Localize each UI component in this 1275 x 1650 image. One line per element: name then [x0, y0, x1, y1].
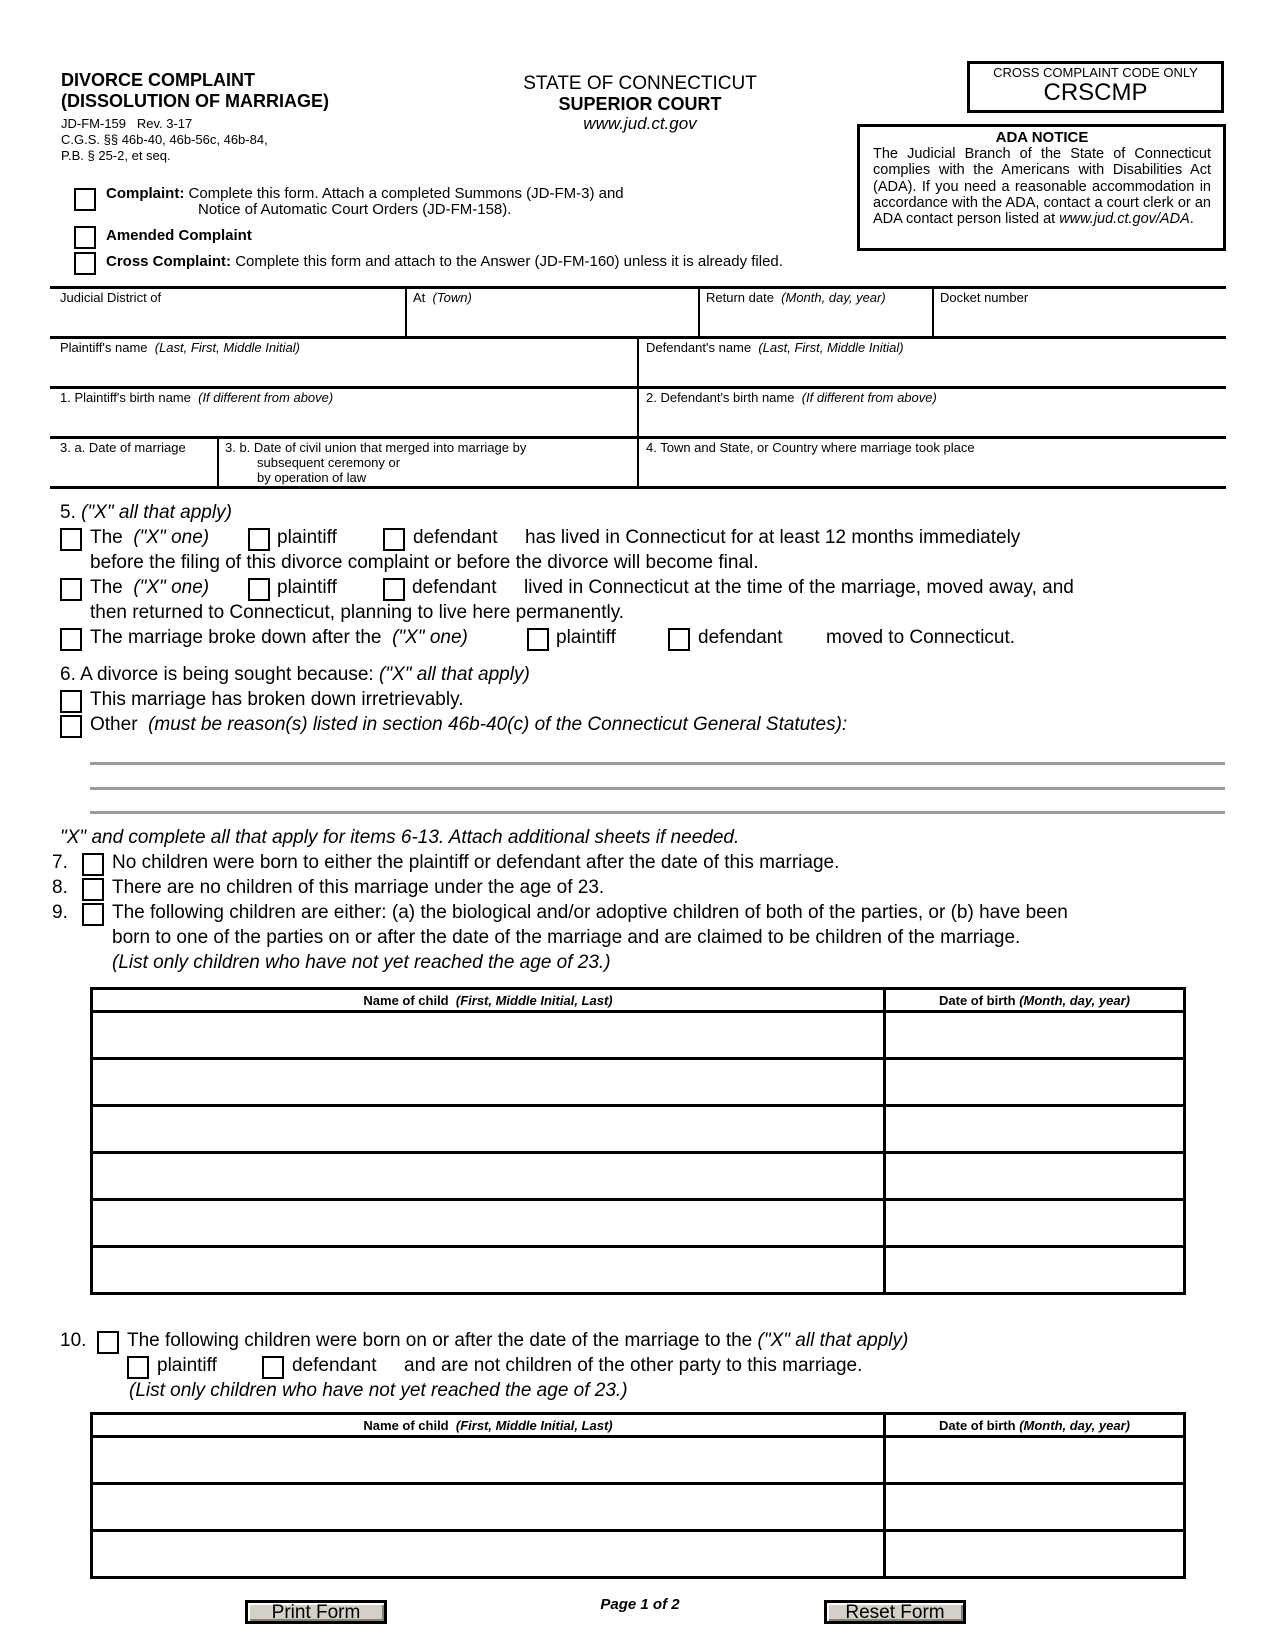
returned-to-ct-plaintiff-label: plaintiff [277, 577, 337, 598]
table-row [92, 1200, 1185, 1247]
table-row [92, 1531, 1185, 1578]
item10-checkbox[interactable] [97, 1331, 119, 1354]
child-name-cell [92, 1106, 885, 1153]
child-name-input[interactable] [93, 1438, 883, 1482]
court-name: SUPERIOR COURT [558, 94, 722, 114]
section5-heading: 5. ("X" all that apply) [60, 502, 232, 523]
page-number: Page 1 of 2 [600, 1596, 680, 1613]
form-title-line2: (DISSOLUTION OF MARRIAGE) [61, 91, 329, 111]
item10-defendant-checkbox[interactable] [262, 1356, 284, 1379]
cross-complaint-option [106, 253, 783, 270]
child-name-input[interactable] [93, 1201, 883, 1245]
other-reason-rule-3 [90, 811, 1225, 814]
item10-defendant-label: defendant [292, 1355, 377, 1376]
item7-text: No children were born to either the plaintiff or defendant after the date of this marriage. [112, 852, 840, 873]
child-dob-cell [885, 1437, 1185, 1484]
ada-notice-body: The Judicial Branch of the State of Connecticut complies with the Americans with Disabilities Act (ADA). If you need a reasonable accommodation in accordance with the ADA, contact a court clerk or an ADA contact person listed at www.jud.ct.gov/ADA. [873, 146, 1211, 228]
cross-complaint-code-box [967, 61, 1224, 113]
form-meta [61, 116, 268, 164]
name-column-header: Name of child (First, Middle Initial, Last) [92, 1414, 885, 1437]
other-reason-line-1[interactable] [90, 742, 1229, 764]
item8-checkbox[interactable] [82, 878, 104, 901]
complaint-checkbox[interactable] [74, 188, 96, 211]
child-name-cell [92, 1247, 885, 1294]
child-name-input[interactable] [93, 1485, 883, 1529]
dob-column-header: Date of birth (Month, day, year) [885, 1414, 1185, 1437]
item9-number: 9. [52, 902, 68, 923]
complaint-label: Complaint: [106, 185, 185, 202]
child-dob-cell [885, 1153, 1185, 1200]
child-name-input[interactable] [93, 1154, 883, 1198]
statutes-line1: C.G.S. §§ 46b-40, 46b-56c, 46b-84, [61, 132, 268, 147]
plaintiff-name-input[interactable] [58, 358, 632, 384]
child-name-input[interactable] [93, 1248, 883, 1292]
child-dob-cell [885, 1531, 1185, 1578]
residency-12-months-text-cont: before the filing of this divorce complaint or before the divorce will become final. [90, 552, 759, 573]
form-number: JD-FM-159 Rev. 3-17 [61, 116, 193, 131]
residency-12-months-plaintiff-checkbox[interactable] [248, 528, 270, 551]
child-name-input[interactable] [93, 1060, 883, 1104]
child-dob-input[interactable] [886, 1532, 1183, 1576]
item10-text-cont: and are not children of the other party to this marriage. [404, 1355, 863, 1376]
child-dob-input[interactable] [886, 1060, 1183, 1104]
child-dob-input[interactable] [886, 1154, 1183, 1198]
grid-divider [405, 288, 407, 336]
section6-heading: 6. A divorce is being sought because: ("X" all that apply) [60, 664, 530, 685]
state-name: STATE OF CONNECTICUT [523, 73, 757, 94]
returned-to-ct-the: The ("X" one) [90, 577, 210, 598]
cross-complaint-text: Complete this form and attach to the Answer (JD-FM-160) unless it is already filed. [235, 253, 783, 270]
ada-link[interactable]: www.jud.ct.gov/ADA [1059, 211, 1190, 228]
table-row [92, 1484, 1185, 1531]
returned-to-ct-defendant-label: defendant [412, 577, 497, 598]
other-reason-checkbox[interactable] [60, 715, 82, 738]
item9-text-cont: born to one of the parties on or after the date of the marriage and are claimed to be children of the marriage. [112, 927, 1021, 948]
child-name-cell [92, 1200, 885, 1247]
plaintiff-name-label: Plaintiff's name (Last, First, Middle Initial) [60, 340, 300, 355]
marriage-place-label: 4. Town and State, or Country where marriage took place [646, 440, 975, 455]
item7-number: 7. [52, 852, 68, 873]
broke-down-after-move-text: The marriage broke down after the ("X" one) [90, 627, 468, 648]
returned-to-ct-text-cont: then returned to Connecticut, planning to live here permanently. [90, 602, 625, 623]
residency-12-months-checkbox[interactable] [60, 528, 82, 551]
form-title [61, 70, 329, 112]
grid-rule-5 [50, 486, 1226, 489]
child-name-cell [92, 1437, 885, 1484]
defendant-name-input[interactable] [644, 358, 1223, 384]
instructions: "X" and complete all that apply for items 6-13. Attach additional sheets if needed. [60, 827, 740, 848]
item8-number: 8. [52, 877, 68, 898]
grid-divider [698, 288, 700, 336]
cross-complaint-checkbox[interactable] [74, 252, 96, 275]
return-date-label: Return date (Month, day, year) [706, 290, 886, 305]
court-header [480, 73, 800, 134]
ada-notice-title: ADA NOTICE [995, 129, 1089, 146]
reset-form-button[interactable]: Reset Form [824, 1600, 966, 1624]
returned-to-ct-text: lived in Connecticut at the time of the marriage, moved away, and [524, 577, 1074, 598]
item9-text: The following children are either: (a) the biological and/or adoptive children of both of the parties, or (b) have been [112, 902, 1068, 923]
court-website: www.jud.ct.gov [583, 114, 697, 133]
broke-down-after-move-plaintiff-label: plaintiff [556, 627, 616, 648]
name-column-header: Name of child (First, Middle Initial, Last) [92, 989, 885, 1012]
item9-checkbox[interactable] [82, 903, 104, 926]
returned-to-ct-checkbox[interactable] [60, 578, 82, 601]
town-input[interactable] [411, 308, 695, 334]
residency-12-months-defendant-label: defendant [413, 527, 498, 548]
judicial-district-label: Judicial District of [60, 290, 162, 305]
dob-column-header: Date of birth (Month, day, year) [885, 989, 1185, 1012]
other-reason-line-2[interactable] [90, 767, 1229, 789]
child-dob-cell [885, 1247, 1185, 1294]
judicial-district-input[interactable] [58, 308, 402, 334]
item10-number: 10. [60, 1330, 87, 1351]
child-name-cell [92, 1531, 885, 1578]
defendant-name-label: Defendant's name (Last, First, Middle Initial) [646, 340, 904, 355]
residency-12-months-defendant-checkbox[interactable] [383, 528, 405, 551]
child-dob-input[interactable] [886, 1107, 1183, 1151]
other-reason-label: Other (must be reason(s) listed in section 46b-40(c) of the Connecticut General Statutes): [90, 714, 848, 735]
cross-complaint-code: CRSCMP [1043, 79, 1148, 106]
table-row [92, 1012, 1185, 1059]
returned-to-ct-defendant-checkbox[interactable] [383, 578, 405, 601]
table-row [92, 1153, 1185, 1200]
residency-12-months-text: has lived in Connecticut for at least 12 months immediately [525, 527, 1021, 548]
broke-down-after-move-defendant-checkbox[interactable] [668, 628, 690, 651]
complaint-option [106, 186, 624, 202]
print-form-button[interactable]: Print Form [245, 1600, 387, 1624]
table-row [92, 1106, 1185, 1153]
item10-plaintiff-checkbox[interactable] [127, 1356, 149, 1379]
child-name-cell [92, 1059, 885, 1106]
child-dob-input[interactable] [886, 1485, 1183, 1529]
grid-divider [637, 338, 639, 486]
marriage-place-input[interactable] [644, 458, 1223, 484]
other-reason-line-3[interactable] [90, 791, 1229, 813]
children-table-10 [90, 1412, 1186, 1579]
grid-divider [217, 438, 219, 486]
child-name-cell [92, 1012, 885, 1059]
irretrievable-breakdown-checkbox[interactable] [60, 690, 82, 713]
irretrievable-breakdown-label: This marriage has broken down irretrievably. [90, 689, 464, 710]
complaint-text-cont: Notice of Automatic Court Orders (JD-FM-158). [198, 201, 512, 218]
child-name-cell [92, 1153, 885, 1200]
broke-down-after-move-defendant-label: defendant [698, 627, 783, 648]
residency-12-months-plaintiff-label: plaintiff [277, 527, 337, 548]
item9-note: (List only children who have not yet reached the age of 23.) [112, 952, 611, 973]
defendant-birth-name-input[interactable] [644, 408, 1223, 434]
child-dob-input[interactable] [886, 1248, 1183, 1292]
date-of-marriage-input[interactable] [58, 458, 214, 484]
date-of-marriage-label: 3. a. Date of marriage [60, 440, 186, 455]
other-reason-rule-2 [90, 787, 1225, 790]
child-dob-cell [885, 1484, 1185, 1531]
item7-checkbox[interactable] [82, 853, 104, 876]
returned-to-ct-plaintiff-checkbox[interactable] [248, 578, 270, 601]
broke-down-after-move-plaintiff-checkbox[interactable] [527, 628, 549, 651]
child-name-input[interactable] [93, 1013, 883, 1057]
children-table-9 [90, 987, 1186, 1295]
child-dob-cell [885, 1012, 1185, 1059]
broke-down-after-move-end: moved to Connecticut. [826, 627, 1016, 648]
child-name-input[interactable] [93, 1532, 883, 1576]
cross-complaint-label: Cross Complaint: [106, 253, 232, 270]
defendant-birth-name-label: 2. Defendant's birth name (If different from above) [646, 390, 937, 405]
residency-12-months-the: The ("X" one) [90, 527, 210, 548]
amended-complaint-label: Amended Complaint [106, 227, 252, 244]
child-dob-input[interactable] [886, 1438, 1183, 1482]
child-dob-cell [885, 1106, 1185, 1153]
child-dob-cell [885, 1200, 1185, 1247]
table-row [92, 1247, 1185, 1294]
child-dob-input[interactable] [886, 1013, 1183, 1057]
statutes-line2: P.B. § 25-2, et seq. [61, 148, 171, 163]
plaintiff-birth-name-label: 1. Plaintiff's birth name (If different from above) [60, 390, 334, 405]
child-name-input[interactable] [93, 1107, 883, 1151]
broke-down-after-move-checkbox[interactable] [60, 628, 82, 651]
table-row [92, 1437, 1185, 1484]
docket-number-label: Docket number [940, 290, 1029, 305]
child-dob-input[interactable] [886, 1201, 1183, 1245]
civil-union-date-label: 3. b. Date of civil union that merged into marriage by subsequent ceremony or by operation of law [225, 440, 527, 485]
table-header-row [92, 989, 1185, 1012]
grid-rule-1 [50, 286, 1226, 289]
town-label: At (Town) [413, 290, 472, 305]
child-dob-cell [885, 1059, 1185, 1106]
item10-text: The following children were born on or after the date of the marriage to the ("X" all that apply) [127, 1330, 909, 1351]
docket-number-input[interactable] [938, 308, 1222, 334]
return-date-input[interactable] [704, 308, 930, 334]
table-row [92, 1059, 1185, 1106]
item10-plaintiff-label: plaintiff [157, 1355, 217, 1376]
table-header-row [92, 1414, 1185, 1437]
item8-text: There are no children of this marriage under the age of 23. [112, 877, 605, 898]
cross-complaint-code-label: CROSS COMPLAINT CODE ONLY [993, 65, 1198, 80]
grid-divider [932, 288, 934, 336]
plaintiff-birth-name-input[interactable] [58, 408, 632, 434]
ada-notice [857, 124, 1226, 251]
amended-complaint-checkbox[interactable] [74, 226, 96, 249]
item10-note: (List only children who have not yet reached the age of 23.) [129, 1380, 628, 1401]
child-name-cell [92, 1484, 885, 1531]
complaint-text: Complete this form. Attach a completed Summons (JD-FM-3) and [188, 185, 624, 202]
form-title-line1: DIVORCE COMPLAINT [61, 70, 256, 90]
other-reason-rule-1 [90, 762, 1225, 765]
